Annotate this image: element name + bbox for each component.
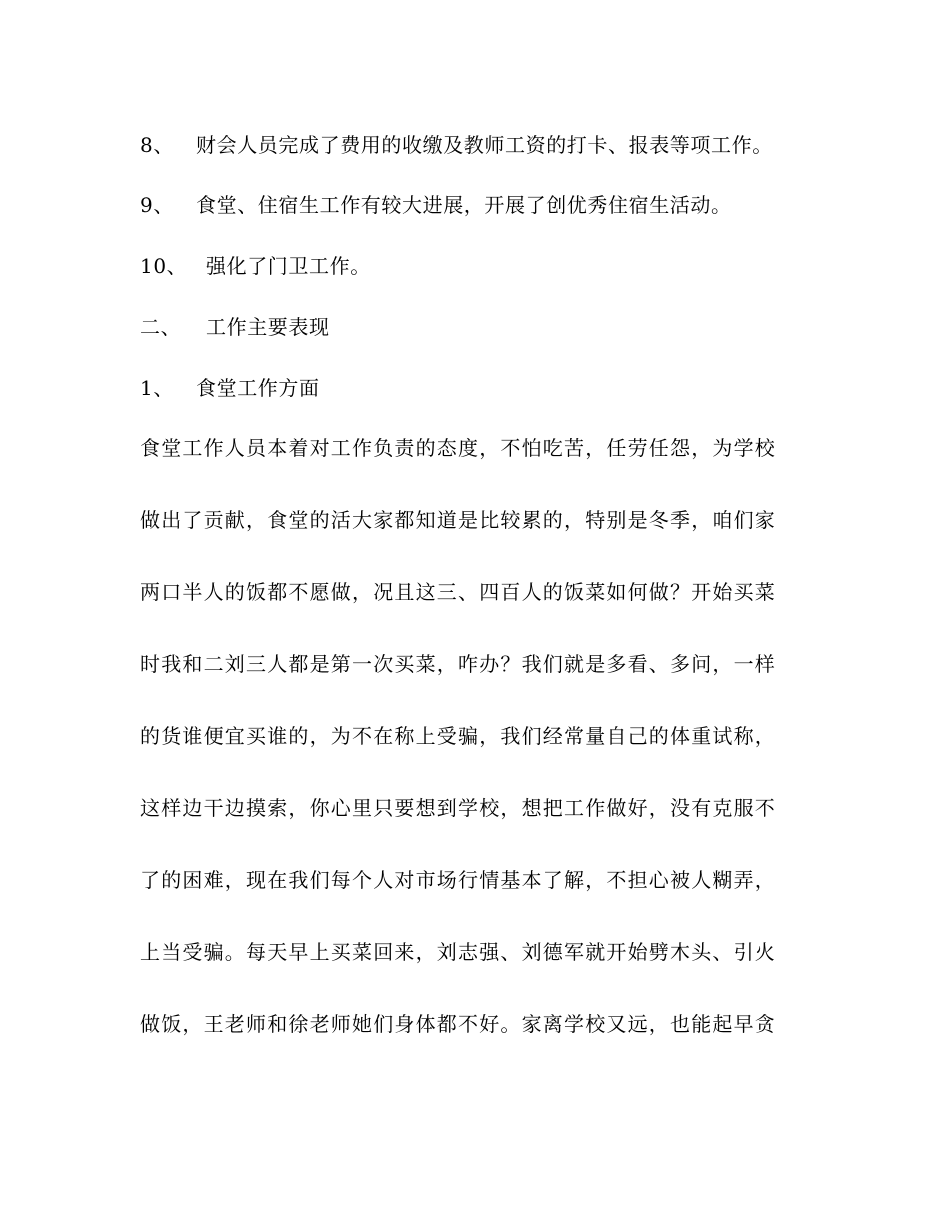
section-title: 工作主要表现: [206, 315, 330, 339]
list-item-8: [140, 133, 773, 157]
paragraph-line: 做出了贡献，食堂的活大家都知道是比较累的，特别是冬季，咱们家: [140, 508, 776, 532]
subsection-number: 1、: [140, 376, 174, 400]
subsection-title: 食堂工作方面: [196, 376, 320, 400]
paragraph-line: 两口半人的饭都不愿做，况且这三、四百人的饭菜如何做？开始买菜: [140, 580, 776, 604]
list-item-9: [140, 193, 732, 217]
paragraph-line: 的货谁便宜买谁的，为不在称上受骗，我们经常量自己的体重试称，: [140, 724, 776, 748]
section-number: 二、: [140, 315, 182, 339]
paragraph-line: 上当受骗。每天早上买菜回来，刘志强、刘德军就开始劈木头、引火: [140, 940, 776, 964]
list-item-10: [140, 254, 371, 278]
list-item-text: 财会人员完成了费用的收缴及教师工资的打卡、报表等项工作。: [196, 133, 773, 157]
list-item-number: 9、: [140, 193, 174, 217]
list-item-text: 强化了门卫工作。: [206, 254, 371, 278]
subsection-heading: [140, 376, 320, 400]
paragraph-line: 了的困难，现在我们每个人对市场行情基本了解，不担心被人糊弄，: [140, 868, 776, 892]
list-item-number: 8、: [140, 133, 174, 157]
paragraph-line: 这样边干边摸索，你心里只要想到学校，想把工作做好，没有克服不: [140, 796, 776, 820]
list-item-text: 食堂、住宿生工作有较大进展，开展了创优秀住宿生活动。: [196, 193, 732, 217]
paragraph-line: 食堂工作人员本着对工作负责的态度，不怕吃苦，任劳任怨，为学校: [140, 436, 776, 460]
paragraph-line: 时我和二刘三人都是第一次买菜，咋办？我们就是多看、多问，一样: [140, 652, 776, 676]
list-item-number: 10、: [140, 254, 188, 278]
section-heading: [140, 315, 330, 339]
paragraph-line: 做饭，王老师和徐老师她们身体都不好。家离学校又远，也能起早贪: [140, 1012, 776, 1036]
